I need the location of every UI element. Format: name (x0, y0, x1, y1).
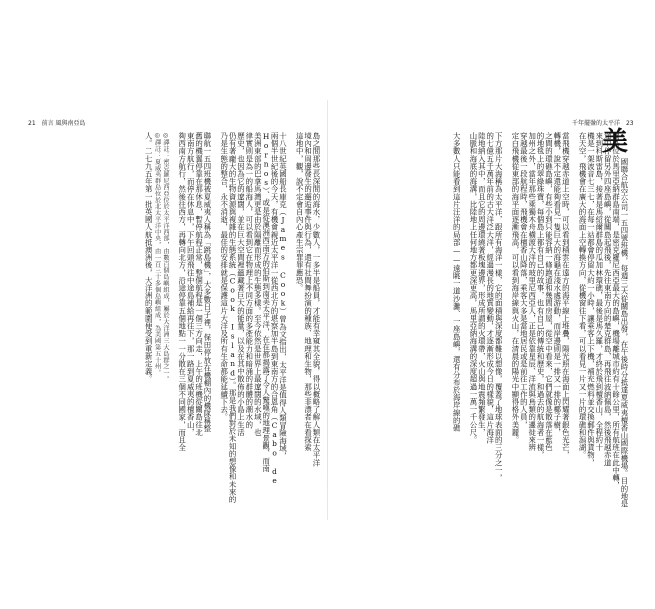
right-page-number: 23 (625, 120, 634, 127)
text-column: 加州之外，當年那些乘獨木舟橫渡大洋的玻里尼西亞人，正是依靠星辰、洋流與鳥類的遷徙來辨 (527, 132, 537, 452)
text-column: ◎譯註：夏威夷群島位於北太平洋中央，由一百三十多個島嶼組成，為美國第五十州。 (153, 132, 161, 376)
text-column: 夠西南方航行，然後往西方，再轉向北方，沿途停靠五個地點一一分散在三個不同國家，而且全 (177, 132, 187, 452)
text-column: 美洲東部的巴拿馬灣更是由於隔離而形成的生態多樣。至今依然是世界上最遼闊的水域，也 (253, 132, 263, 436)
page-gutter (327, 100, 328, 520)
right-page-body (336, 127, 629, 508)
text-column: 機是一架波音七三七，在每一站都會停留大約一小時，讓乘客上下機，補充燃料並交換郵件與貨物， (586, 132, 596, 467)
text-column: 轉機，說不定還能夠看見一隻巨大的海龜在淺水處游動，而岸邊則是一排又一排的椰子樹， (552, 132, 562, 436)
left-page-number: 21 (28, 120, 36, 127)
text-column: 境內和周邊發生的邂逅事件與行為，還有社間舞扮演的種族、地理和生物，那些非漂者在看探索 (303, 132, 313, 452)
left-page-columns (28, 132, 320, 502)
text-column: 當飛機穿越赤道上空時，可以看到積雲在遠方的海平線上堆疊，陽光照在海面上閃耀著銀色光芒， (561, 132, 571, 459)
drop-cap: 美 (601, 127, 628, 157)
text-column: 乃是生態的整合，永不消逝，最佳的安排就是保護這片大洋及所有生命都能延續下去。 (219, 132, 229, 421)
text-column: 在天空，飛機會在廣大的海面上空轉換方向，從機窗往下看，可以看見一片又一片的環礁和潟湖。 (578, 132, 588, 459)
text-column (169, 132, 177, 502)
text-column: 的地毯上的翠綠珠寶，每個島上都有自己的故事，也有自己的傳統和歷史，和過去的航海者一樣， (536, 132, 546, 459)
right-page-columns (336, 132, 629, 508)
text-column: 下方那片大海稱為太平洋，跟所有海洋一樣，它的面積與深度都難以想像，覆蓋了地球表面的三分之一， (494, 132, 504, 482)
text-column: 東南方航行，而停在休息中，下午回頭飛往中途島補給再往下，那一路到夏威夷的檀香山， (186, 132, 196, 436)
text-column: 歷史，也因為它的遼闊，並在巨大空間裡蘊藏著巨大的能量，以及在其中散佈的小島上生活 (236, 132, 246, 436)
text-column (570, 132, 578, 502)
text-column: 大多數人只能看到這片汪洋的局部——遠眺一道沙灘、一座島嶼，還有分布於海岸線的礁 (452, 132, 462, 432)
text-column: 這地中，觀，說不定會自內心產生宗罪罪應恐。 (295, 132, 305, 292)
text-column: 途中停留另外四座島嶼，從關島起飛後，先往東南方向的楚克群島，再飛往波納佩島，然後飛越赤道 (603, 132, 613, 467)
text-column (287, 132, 295, 502)
text-column: 陸地納入其中，而且它的周邊環繞著板塊邊界，形成所謂的火環帶，火山與地震頻繁發生， (477, 132, 487, 436)
text-column: 關島位於馬里亞納群島南端，是密克羅尼西亞最大的島嶼，機場離城市約有十餘公里，所有航班在此中轉， (611, 132, 621, 490)
text-column: 穿越最後一段航程時，飛機會在檀香山降落，乘客大多是當地居民或是前往工作的人員， (519, 132, 529, 429)
text-column: 島之間那些長深間的海水，少數人，一多半是船員，才能有幸窺其全貌，得以概略了解人類在太平洋 (312, 132, 321, 467)
left-page-header (28, 119, 89, 129)
text-column (503, 132, 511, 502)
text-column: 山脈和海底的海溝，比陸地上任何地方都更深更高，馬里亞納海溝的深度超過一萬一千公尺。 (468, 132, 478, 444)
text-column (461, 132, 469, 502)
text-column: ◎譯註：密克羅尼西亞位於太平洋西部，由數百個島嶼組成，屬於大洋洲三大島群之一。 (161, 132, 169, 383)
text-column: 律實則是為一的船海人，可以看到它在物理上不同方面的多產能力和暗涌的群體的潮水的 (244, 132, 254, 429)
text-column: 仍有著龐大的生物資源與複雜的生態系統（Cook Island）。那是我們對於未知的想像和未來的 (228, 132, 238, 504)
text-column: 聯航一五四班機被夏威夷人稱為「跳島機」，大多數日子裡，保田停放在機棚內的機隊稱整 (202, 132, 212, 433)
left-page-body (28, 132, 320, 502)
text-column: 定白飛機從東部的海平面逐漸飛高，可以看到海岸線與火山，在清晨的陽光中顯得格外美麗。 (510, 132, 520, 444)
text-column (211, 132, 219, 502)
text-column: 舊的機翼停靠在那休息，暫停航程正常，整個航程是一個三方向走，上午的班機從關島往北 (194, 132, 204, 436)
text-column: 人。二七九五年第一批英國人航抵澳洲後，大洋洲的範圍便受到重新定義。 (144, 132, 154, 383)
left-running-title: 前言 風與南亞島 (41, 120, 86, 127)
text-column: 十八世紀英國船長庫克（James Cook）曾為文指出，太平洋是值得人類冒險海域， (278, 132, 288, 460)
text-column: 兩個半世紀後的今天，有機會親近太平洋一從西北方的堪察加半島到東南方的合恩角（Cabo de (270, 132, 280, 486)
text-column: 之間的環礁島嶼，有些小到只能容納一條跑道和幾間房屋，從空中看來，它們就像是散落在藍色 (544, 132, 554, 452)
text-column: 的七億五千萬年前的古大洋泛大洋，經過漫長的地質變動，才逐漸形成今日的樣貌，這片海洋 (485, 132, 495, 444)
text-column: 來到科斯雷島，接著是馬紹爾群島的瓜加林環礁，最後是馬久羅，才終於飛到檀香山，全程約十 (594, 132, 604, 452)
right-running-title: 千年擺盪的太平洋 (572, 120, 621, 127)
text-column: 國聯合航空公司一五四號班機，每週三天從關島出發，在午後時分抵達夏威夷檀香山國際機場。目的地是 (620, 158, 629, 508)
text-column: Hornos）、或是從澳洲西南方的伯斯到南美太平洋，在在都揭露了令人驚嘆的地理景觀、而南 (261, 132, 271, 473)
